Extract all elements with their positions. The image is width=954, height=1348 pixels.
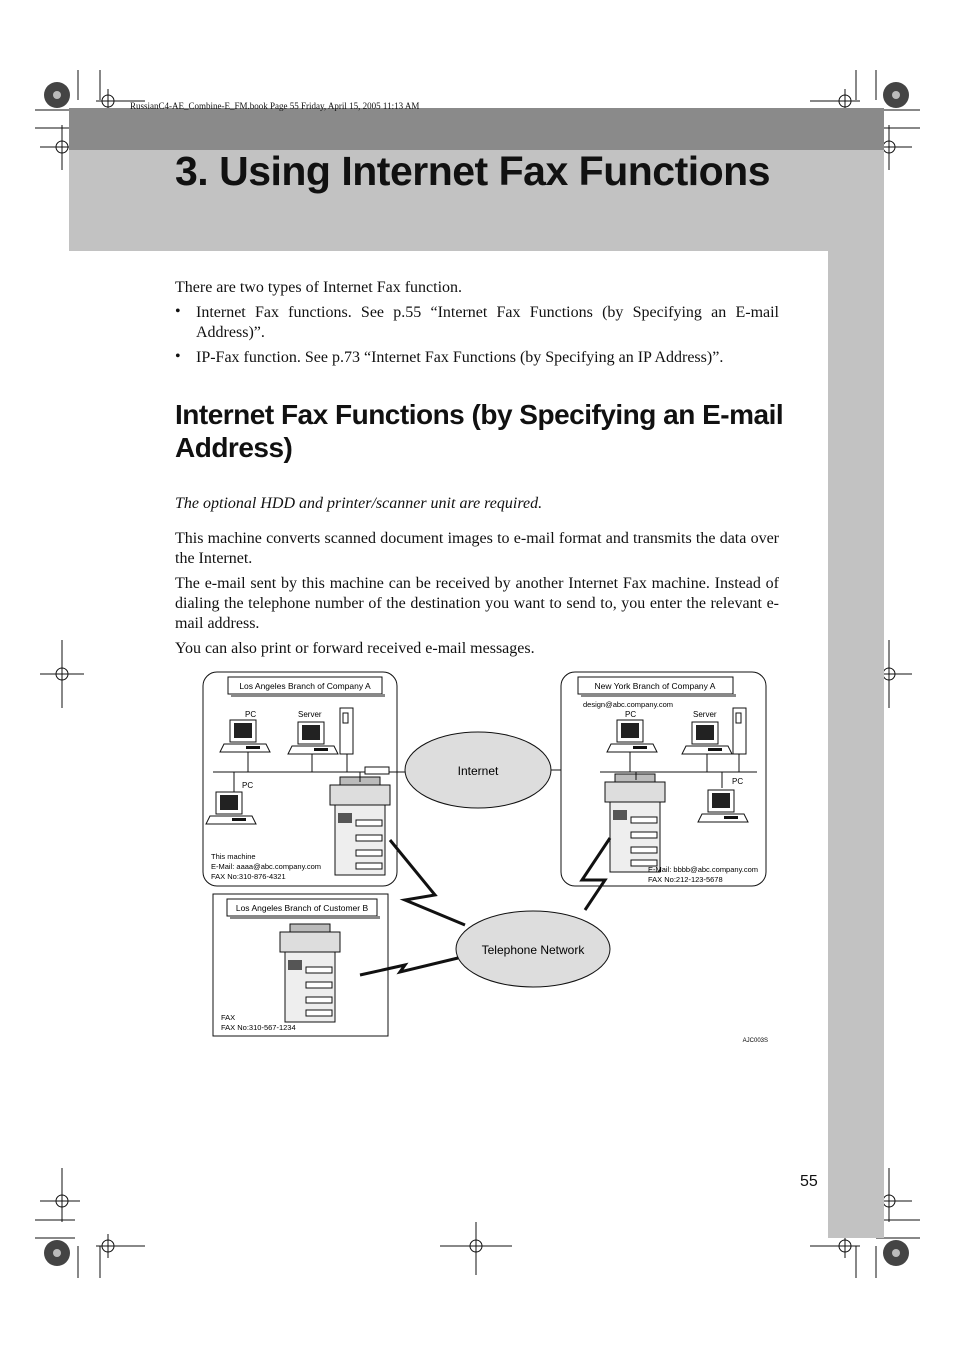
paragraph: The e-mail sent by this machine can be received by another Internet Fax machine. Instead of dialing the telephone number of the destination you want to send to, you enter the relevant e-mail address. xyxy=(175,575,779,632)
tower-icon xyxy=(733,708,746,754)
telephone-network-label: Telephone Network xyxy=(481,943,585,957)
customer-branch-label: Los Angeles Branch of Customer B xyxy=(235,903,369,913)
pc-label: PC xyxy=(242,781,254,790)
this-machine-email: E-Mail: aaaa@abc.company.com xyxy=(211,862,322,871)
ny-branch-label: New York Branch of Company A xyxy=(594,681,716,691)
paragraph: You can also print or forward received e-mail messages. xyxy=(175,640,535,657)
server-label: Server xyxy=(298,710,322,719)
list-item-text: IP-Fax function. See p.73 “Internet Fax Functions (by Specifying an IP Address)”. xyxy=(196,349,724,366)
la-branch-label: Los Angeles Branch of Company A xyxy=(239,681,371,691)
network-diagram xyxy=(200,670,775,1050)
paragraph: This machine converts scanned document images to e-mail format and transmits the data over the Internet. xyxy=(175,530,779,567)
chapter-title: 3. Using Internet Fax Functions xyxy=(175,148,771,194)
requirement-note: The optional HDD and printer/scanner unit are required. xyxy=(175,495,543,512)
bullet-icon: • xyxy=(175,303,181,320)
tower-icon xyxy=(340,708,353,754)
customer-fax-no: FAX No:310-567-1234 xyxy=(221,1023,296,1032)
pc-label: PC xyxy=(625,710,637,719)
copier-icon xyxy=(330,777,390,875)
ny-email: E-Mail: bbbb@abc.company.com xyxy=(648,865,759,874)
pc-label: PC xyxy=(732,777,744,786)
ny-fax: FAX No:212-123-5678 xyxy=(648,875,723,884)
this-machine-fax: FAX No:310-876-4321 xyxy=(211,872,286,881)
file-info: RussianC4-AE_Combine-E_FM.book Page 55 Friday, April 15, 2005 11:13 AM xyxy=(130,101,420,111)
this-machine-label: This machine xyxy=(211,852,256,861)
internet-label: Internet xyxy=(457,764,499,778)
section-title: Internet Fax Functions (by Specifying an E-mail Address) xyxy=(175,399,784,463)
customer-fax-label: FAX xyxy=(221,1013,236,1022)
chapter-side-bar xyxy=(828,251,884,1238)
server-label: Server xyxy=(693,710,717,719)
page-number: 55 xyxy=(800,1173,818,1190)
list-item-text: Internet Fax functions. See p.55 “Internet Fax Functions (by Specifying an E-mail Address)”. xyxy=(196,304,779,341)
copier-icon xyxy=(605,774,665,872)
header-band-dark xyxy=(69,108,884,150)
pc-label: PC xyxy=(245,710,257,719)
fax-machine-icon xyxy=(280,924,340,1022)
intro-lead: There are two types of Internet Fax function. xyxy=(175,279,463,296)
ny-design-email: design@abc.company.com xyxy=(583,700,674,709)
figure-code: AJC003S xyxy=(742,1038,768,1044)
bullet-icon: • xyxy=(175,348,181,365)
